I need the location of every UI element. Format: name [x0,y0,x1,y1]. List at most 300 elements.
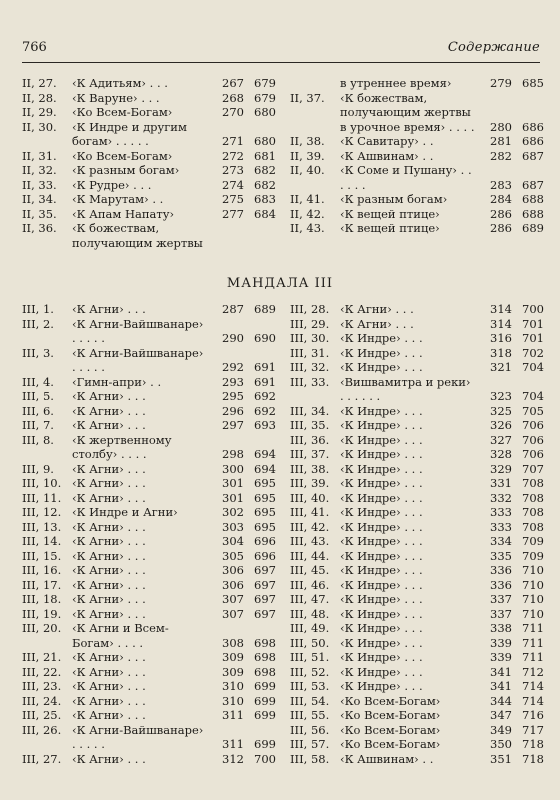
hymn-title: ‹К Агни› . . . [72,563,146,577]
text-page-number: 306 [222,563,244,577]
toc-entry [290,679,548,694]
toc-entry [22,621,280,650]
text-page-number: 270 [222,105,244,119]
hymn-number: II, 39. [290,148,325,163]
hymn-number: III, 43. [290,534,330,548]
hymn-title: ‹К Ашвинам› . . [340,148,434,163]
hymn-title: ‹К Агни› . . . [72,534,146,548]
page-number: 766 [22,40,47,55]
commentary-page-number: 684 [254,206,276,221]
hymn-title: ‹К божествам, получающим жертвы [72,221,203,250]
toc-entry [290,163,548,192]
hymn-number: II, 31. [22,148,57,163]
toc-entry [22,149,280,164]
toc-entry [290,302,548,317]
hymn-number: III, 9. [22,461,54,476]
text-page-number: 332 [490,490,512,505]
toc-entry [290,418,548,433]
text-page-number: 290 [222,331,244,345]
commentary-page-number: 718 [522,751,544,766]
hymn-title: ‹К Индре› . . . [340,345,423,360]
toc-entry [22,462,280,477]
toc-entry [290,549,548,564]
text-page-number: 307 [222,606,244,621]
hymn-title: ‹К Апам Напату› [72,206,175,221]
commentary-page-number: 679 [254,76,276,90]
hymn-title: ‹К вещей птице› [340,221,440,235]
commentary-page-number: 695 [254,505,276,519]
commentary-page-number: 688 [522,206,544,221]
commentary-page-number: 705 [522,403,544,418]
text-page-number: 335 [490,548,512,563]
header-rule [22,62,540,63]
text-page-number: 292 [222,360,244,374]
hymn-title: ‹К Индре› . . . [340,490,423,505]
hymn-title: ‹К Индре› . . . [340,621,423,635]
hymn-title: ‹К Варуне› . . . [72,90,160,105]
toc-entry [290,192,548,207]
hymn-number: II, 27. [22,76,57,90]
text-page-number: 298 [222,447,244,461]
hymn-title: ‹К Агни› . . . [72,708,146,722]
hymn-number: II, 43. [290,221,325,235]
hymn-title: ‹К Агни› . . . [72,389,146,403]
commentary-page-number: 710 [522,606,544,621]
text-page-number: 286 [490,206,512,221]
toc-entry [22,650,280,665]
commentary-page-number: 696 [254,548,276,563]
commentary-page-number: 692 [254,389,276,403]
commentary-page-number: 690 [254,331,276,345]
hymn-title: ‹Ко Всем-Богам› [72,105,173,119]
hymn-number: III, 6. [22,403,54,418]
hymn-number: III, 38. [290,461,330,476]
hymn-title: ‹Ко Всем-Богам› [340,737,441,751]
text-page-number: 327 [490,432,512,447]
hymn-title: ‹К Агни› . . . [72,519,146,534]
hymn-number: III, 58. [290,751,330,766]
commentary-page-number: 698 [254,635,276,650]
toc-entry [22,592,280,607]
hymn-number: III, 49. [290,621,330,635]
toc-entry [22,389,280,404]
toc-entry [290,91,548,135]
hymn-number: III, 56. [290,722,330,737]
hymn-number: III, 1. [22,302,54,316]
commentary-page-number: 706 [522,432,544,447]
hymn-number: III, 53. [290,679,330,693]
hymn-number: III, 21. [22,650,62,664]
toc-entry [290,221,548,236]
commentary-page-number: 693 [254,418,276,432]
hymn-number: III, 12. [22,505,62,519]
hymn-title: ‹К Агни› . . . [72,302,146,316]
commentary-page-number: 682 [254,177,276,192]
commentary-page-number: 708 [522,519,544,534]
hymn-number: III, 32. [290,360,330,374]
toc-entry [290,433,548,448]
hymn-number: III, 55. [290,708,330,722]
commentary-page-number: 685 [522,76,544,90]
toc-entry [22,694,280,709]
commentary-page-number: 699 [254,693,276,708]
hymn-title: ‹К Ашвинам› . . [340,751,434,766]
commentary-page-number: 694 [254,447,276,461]
text-page-number: 272 [222,148,244,163]
commentary-page-number: 711 [522,635,544,650]
hymn-number: III, 28. [290,302,330,316]
text-page-number: 286 [490,221,512,235]
hymn-title: ‹К Индре› . . . [340,548,423,563]
text-page-number: 277 [222,206,244,221]
hymn-title: ‹К Индре› . . . [340,577,423,592]
commentary-page-number: 700 [254,751,276,766]
toc-entry [22,607,280,622]
hymn-number: III, 22. [22,664,62,679]
commentary-page-number: 699 [254,708,276,722]
toc-entry [22,723,280,752]
hymn-number: III, 26. [22,722,62,737]
toc-entry [290,534,548,549]
hymn-title: ‹К разным богам› [72,163,180,177]
hymn-title: ‹К Индре› . . . [340,519,423,534]
commentary-page-number: 696 [254,534,276,548]
commentary-page-number: 682 [254,163,276,177]
hymn-title: ‹Ко Всем-Богам› [72,148,173,163]
hymn-number: III, 37. [290,447,330,461]
toc-entry [22,752,280,767]
hymn-title: ‹К Агни› . . . [72,606,146,621]
text-page-number: 284 [490,192,512,206]
toc-entry [22,120,280,149]
hymn-title: ‹К Индре› . . . [340,664,423,679]
hymn-title: ‹К Индре› . . . [340,592,423,606]
commentary-page-number: 708 [522,490,544,505]
hymn-number: III, 3. [22,345,54,360]
hymn-title: ‹К Агни› . . . [72,751,146,766]
commentary-page-number: 706 [522,418,544,432]
toc-entry [290,207,548,222]
toc-entry [22,207,280,222]
text-page-number: 325 [490,403,512,418]
text-page-number: 336 [490,577,512,592]
commentary-page-number: 691 [254,360,276,374]
commentary-page-number: 711 [522,650,544,664]
hymn-title: ‹К Агни› . . . [72,461,146,476]
hymn-title: ‹К Индре› . . . [340,650,423,664]
hymn-title: ‹К Агни-Вайшванаре› . . . . . [72,345,204,374]
toc-entry [22,221,280,250]
text-page-number: 310 [222,693,244,708]
toc-entry [22,563,280,578]
hymn-number: III, 42. [290,519,330,534]
commentary-page-number: 689 [254,302,276,316]
text-page-number: 280 [490,119,512,134]
hymn-title: ‹К Индре› . . . [340,447,423,461]
hymn-title: ‹К Агни› . . . [72,490,146,505]
hymn-title: ‹К Агни› . . . [72,693,146,708]
hymn-title: ‹К Агни-Вайшванаре› . . . . . [72,722,204,751]
toc-entry [22,708,280,723]
hymn-title: ‹К Индре› . . . [340,331,423,345]
toc-entry [290,723,548,738]
text-page-number: 347 [490,708,512,722]
toc-entry [22,578,280,593]
toc-entry [290,134,548,149]
top-right-column [290,76,548,236]
commentary-page-number: 697 [254,606,276,621]
commentary-page-number: 699 [254,679,276,693]
commentary-page-number: 683 [254,192,276,206]
text-page-number: 316 [490,331,512,345]
running-title: Содержание [447,40,540,55]
commentary-page-number: 706 [522,447,544,461]
hymn-title: ‹К Адитьям› . . . [72,76,168,90]
text-page-number: 268 [222,90,244,105]
commentary-page-number: 695 [254,519,276,534]
hymn-title: в утреннее время› [340,76,452,90]
text-page-number: 341 [490,679,512,693]
commentary-page-number: 697 [254,563,276,577]
hymn-title: ‹К Агни и Всем-Богам› . . . . [72,621,169,650]
commentary-page-number: 710 [522,563,544,577]
bottom-left-column [22,302,280,766]
text-page-number: 308 [222,635,244,650]
text-page-number: 328 [490,447,512,461]
commentary-page-number: 698 [254,664,276,679]
text-page-number: 310 [222,679,244,693]
hymn-number: III, 30. [290,331,330,345]
commentary-page-number: 687 [522,148,544,163]
hymn-number: III, 15. [22,548,62,563]
text-page-number: 282 [490,148,512,163]
hymn-title: ‹К Индре и Агни› [72,505,178,519]
hymn-number: II, 38. [290,134,325,148]
toc-entry [290,476,548,491]
hymn-number: II, 30. [22,119,57,134]
toc-entry [22,433,280,462]
hymn-title: ‹К Марутам› . . [72,192,164,206]
hymn-number: III, 18. [22,592,62,606]
hymn-number: III, 50. [290,635,330,650]
hymn-title: ‹К Индре› . . . [340,476,423,490]
bottom-right-column [290,302,548,766]
toc-entry [290,592,548,607]
commentary-page-number: 714 [522,679,544,693]
hymn-number: III, 19. [22,606,62,621]
hymn-number: III, 51. [290,650,330,664]
toc-entry [290,752,548,767]
text-page-number: 336 [490,563,512,577]
toc-entry [22,317,280,346]
hymn-number: II, 35. [22,206,57,221]
toc-entry [22,549,280,564]
text-page-number: 333 [490,505,512,519]
hymn-number: III, 57. [290,737,330,751]
toc-entry [22,105,280,120]
commentary-page-number: 701 [522,331,544,345]
text-page-number: 337 [490,606,512,621]
hymn-number: III, 25. [22,708,62,722]
text-page-number: 314 [490,302,512,316]
hymn-number: II, 34. [22,192,57,206]
commentary-page-number: 695 [254,490,276,505]
toc-entry [290,520,548,535]
hymn-title: ‹К Индре› . . . [340,534,423,548]
toc-entry [22,178,280,193]
toc-entry [22,76,280,91]
commentary-page-number: 707 [522,461,544,476]
commentary-page-number: 717 [522,722,544,737]
text-page-number: 296 [222,403,244,418]
text-page-number: 274 [222,177,244,192]
toc-entry [290,375,548,404]
hymn-number: III, 41. [290,505,330,519]
text-page-number: 350 [490,737,512,751]
hymn-title: ‹К Савитару› . . [340,134,434,148]
toc-entry [290,317,548,332]
hymn-title: ‹К Индре› . . . [340,635,423,650]
commentary-page-number: 714 [522,693,544,708]
hymn-number: III, 14. [22,534,62,548]
toc-entry [290,505,548,520]
hymn-title: ‹К Рудре› . . . [72,177,152,192]
toc-entry [22,192,280,207]
commentary-page-number: 695 [254,476,276,490]
text-page-number: 302 [222,505,244,519]
toc-entry [290,607,548,622]
hymn-title: ‹Ко Всем-Богам› [340,693,441,708]
hymn-title: ‹Ко Всем-Богам› [340,708,441,722]
hymn-title: ‹К Агни› . . . [72,403,146,418]
page-header [22,40,540,60]
hymn-number: III, 40. [290,490,330,505]
text-page-number: 283 [490,177,512,192]
toc-entry [22,91,280,106]
hymn-number: III, 34. [290,403,330,418]
hymn-number: III, 44. [290,548,330,563]
toc-entry [290,621,548,636]
text-page-number: 306 [222,577,244,592]
commentary-page-number: 697 [254,592,276,606]
text-page-number: 331 [490,476,512,490]
hymn-title: ‹К Индре› . . . [340,432,423,447]
text-page-number: 329 [490,461,512,476]
text-page-number: 333 [490,519,512,534]
hymn-number: III, 10. [22,476,62,490]
hymn-number: III, 48. [290,606,330,621]
text-page-number: 301 [222,476,244,490]
text-page-number: 287 [222,302,244,316]
hymn-number: III, 7. [22,418,54,432]
text-page-number: 314 [490,316,512,331]
toc-entry [22,302,280,317]
hymn-number: III, 36. [290,432,330,447]
hymn-title: ‹К жертвенному столбу› . . . . [72,432,172,461]
hymn-title: ‹К Агни› . . . [72,679,146,693]
commentary-page-number: 689 [522,221,544,235]
toc-entry [290,149,548,164]
hymn-number: III, 5. [22,389,54,403]
hymn-title: ‹Ко Всем-Богам› [340,722,441,737]
toc-entry [22,476,280,491]
toc-entry [22,534,280,549]
hymn-title: ‹К Индре и другим богам› . . . . . [72,119,187,148]
toc-entry [22,505,280,520]
hymn-number: III, 35. [290,418,330,432]
text-page-number: 281 [490,134,512,148]
hymn-title: ‹К Индре› . . . [340,563,423,577]
commentary-page-number: 698 [254,650,276,664]
text-page-number: 279 [490,76,512,90]
text-page-number: 318 [490,345,512,360]
hymn-number: II, 36. [22,221,57,235]
hymn-number: III, 16. [22,563,62,577]
hymn-title: ‹К Индре› . . . [340,505,423,519]
toc-entry [22,491,280,506]
hymn-number: III, 20. [22,621,62,635]
toc-entry [22,163,280,178]
toc-entry [290,447,548,462]
hymn-title: ‹К Агни› . . . [72,650,146,664]
hymn-number: III, 8. [22,432,54,447]
text-page-number: 309 [222,650,244,664]
hymn-title: ‹К вещей птице› [340,206,440,221]
hymn-title: ‹К Индре› . . . [340,679,423,693]
hymn-number: III, 11. [22,490,62,505]
hymn-number: II, 40. [290,163,325,177]
commentary-page-number: 680 [254,105,276,119]
commentary-page-number: 704 [522,360,544,374]
toc-entry [290,636,548,651]
hymn-number: III, 39. [290,476,330,490]
text-page-number: 273 [222,163,244,177]
toc-entry [290,578,548,593]
toc-entry [290,491,548,506]
top-left-column [22,76,280,250]
hymn-number: II, 28. [22,90,57,105]
hymn-title: ‹Вишвамитра и реки› . . . . . . [340,374,471,403]
commentary-page-number: 699 [254,737,276,751]
toc-entry [290,404,548,419]
hymn-title: ‹К Агни› . . . [72,418,146,432]
hymn-title: ‹К Агни› . . . [72,577,146,592]
commentary-page-number: 718 [522,737,544,751]
commentary-page-number: 716 [522,708,544,722]
hymn-number: III, 54. [290,693,330,708]
commentary-page-number: 681 [254,148,276,163]
toc-entry [22,665,280,680]
toc-entry [290,563,548,578]
commentary-page-number: 710 [522,592,544,606]
text-page-number: 275 [222,192,244,206]
hymn-number: II, 41. [290,192,325,206]
hymn-number: III, 52. [290,664,330,679]
commentary-page-number: 710 [522,577,544,592]
hymn-number: III, 4. [22,374,54,389]
text-page-number: 341 [490,664,512,679]
hymn-number: III, 17. [22,577,62,592]
hymn-title: ‹К Агни› . . . [340,316,414,331]
text-page-number: 337 [490,592,512,606]
text-page-number: 323 [490,389,512,403]
hymn-number: III, 47. [290,592,330,606]
commentary-page-number: 680 [254,134,276,148]
commentary-page-number: 709 [522,534,544,548]
text-page-number: 339 [490,650,512,664]
hymn-title: ‹К Агни› . . . [72,548,146,563]
toc-entry [22,418,280,433]
